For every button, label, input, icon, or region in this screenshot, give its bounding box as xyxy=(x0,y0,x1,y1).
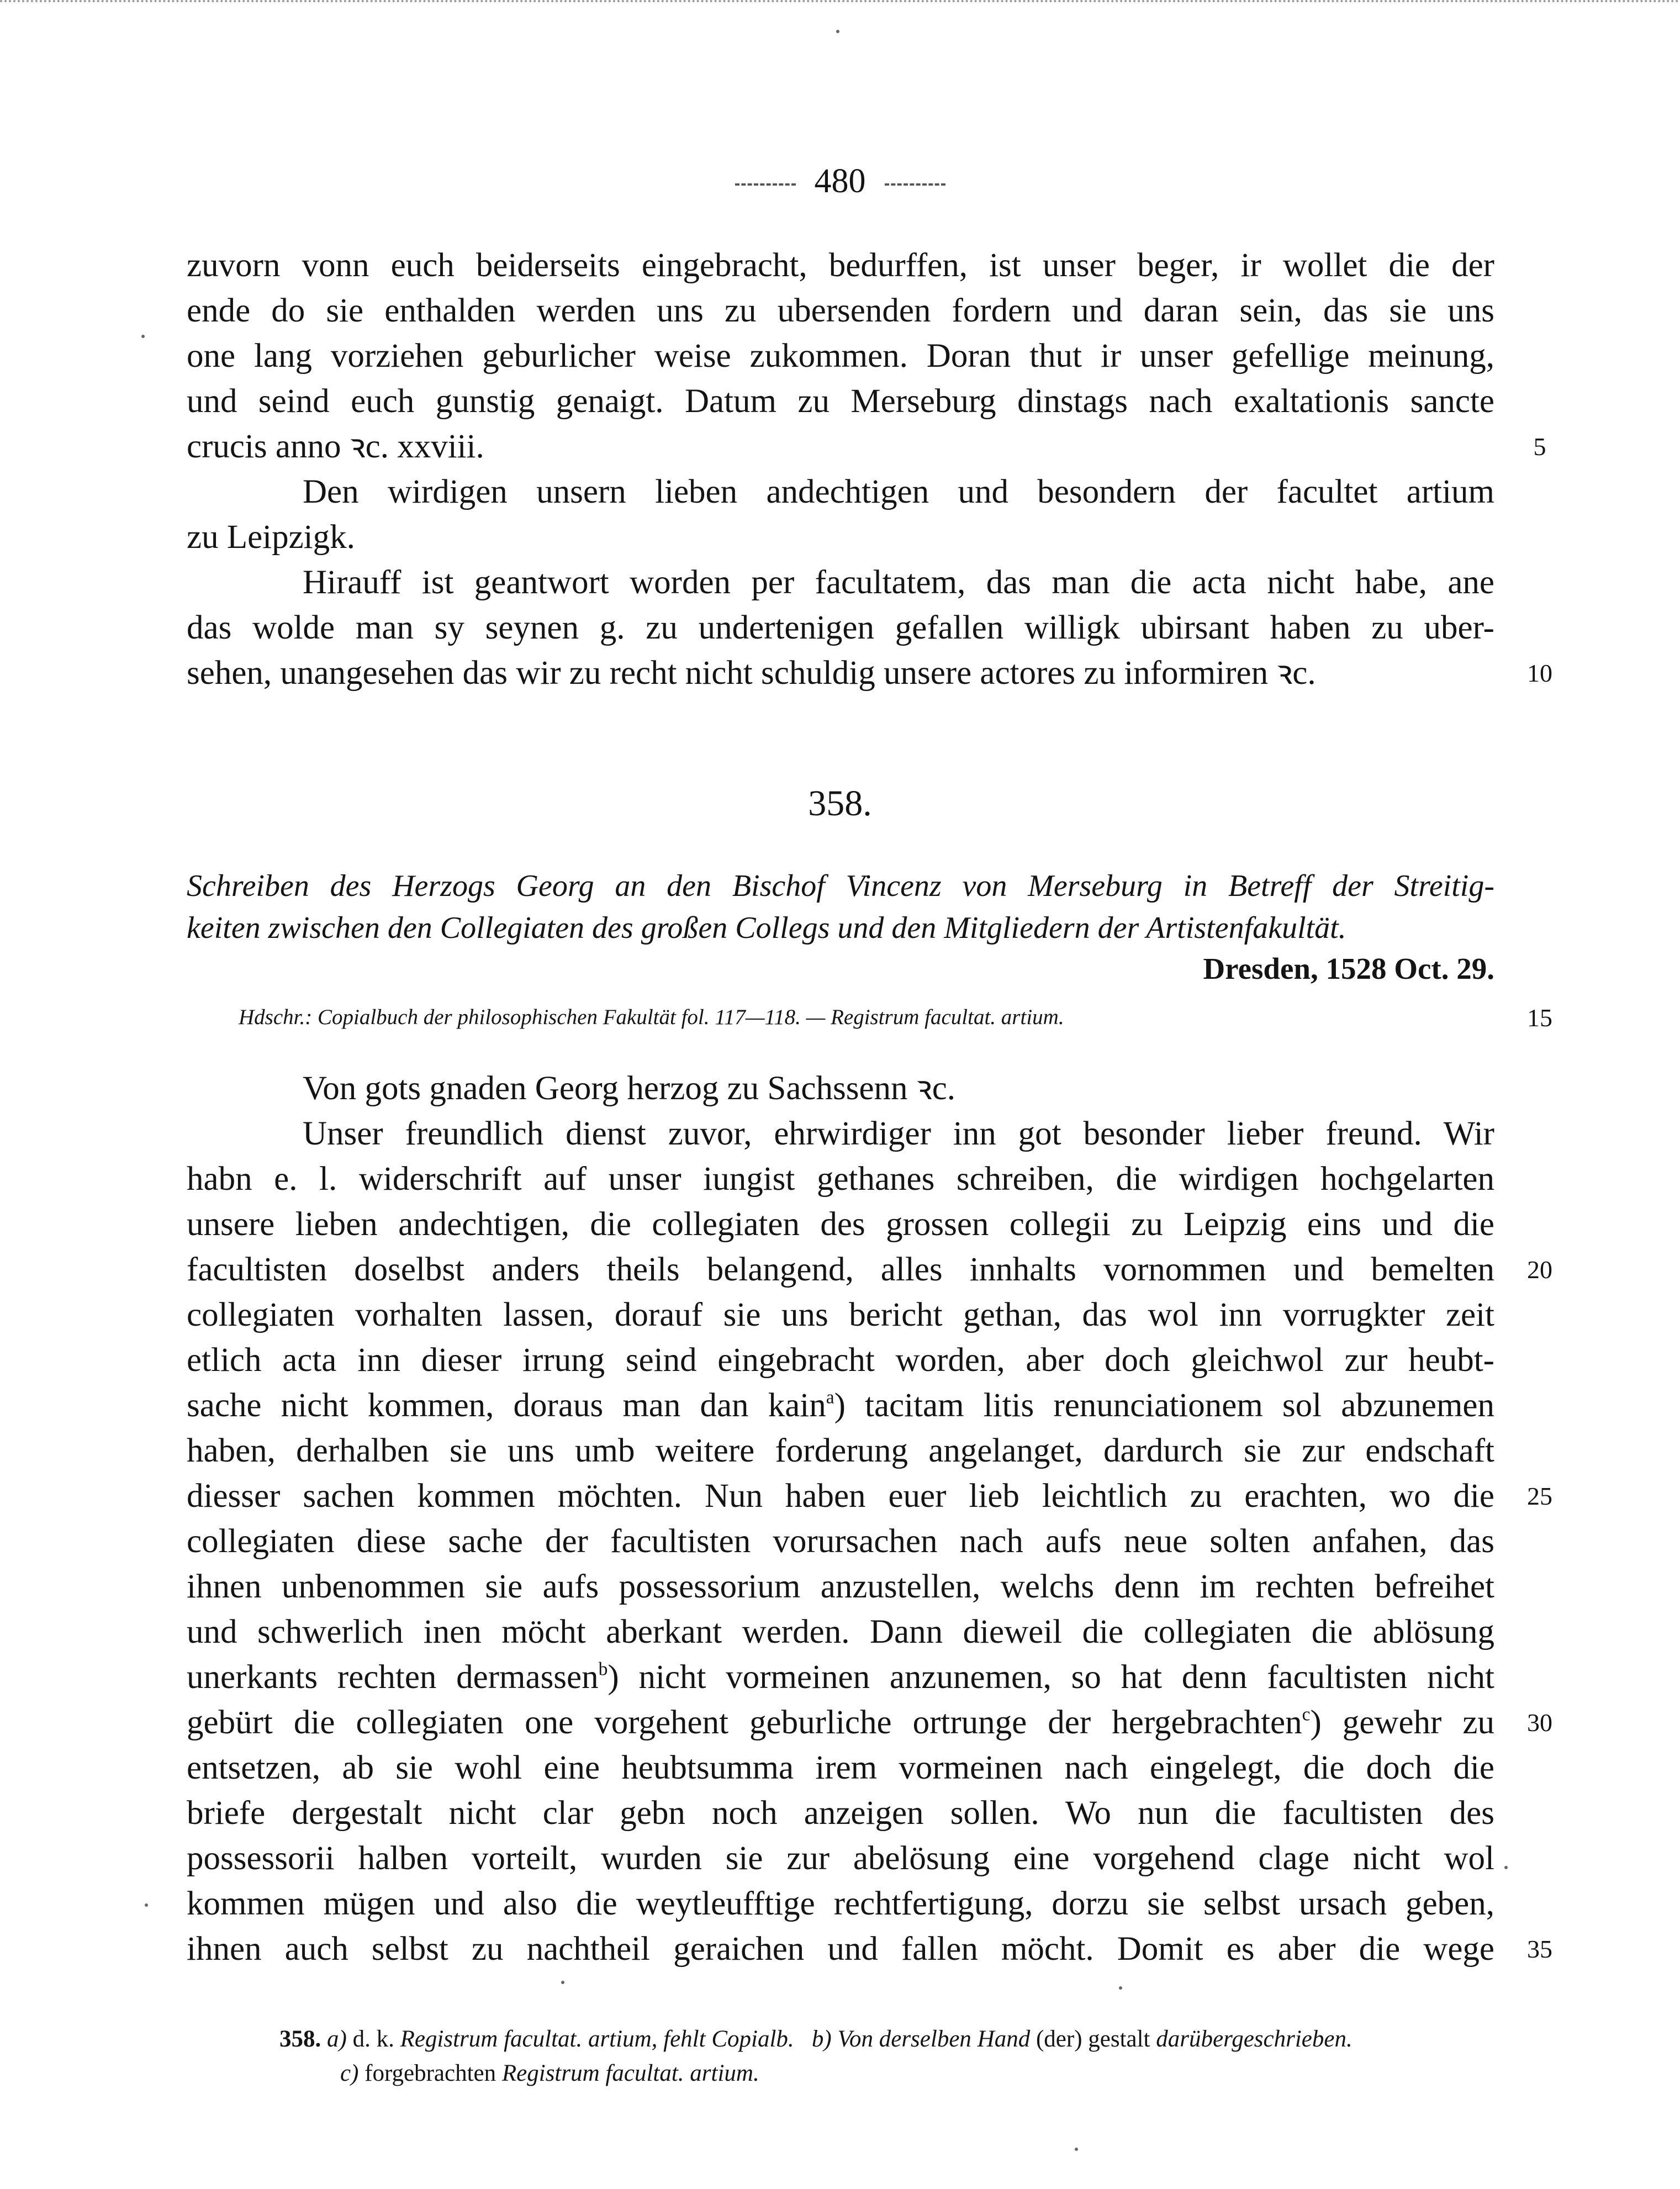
scan-speck xyxy=(1119,1986,1122,1990)
text-line: collegiaten vorhalten lassen, dorauf sie uns bericht gethan, das wol inn vorrugkter zeit xyxy=(187,1296,1494,1333)
text-line: collegiaten diese sache der facultisten vorursachen nach aufs neue solten anfahen, das xyxy=(187,1523,1494,1560)
text-segment: sache nicht kommen, doraus man dan kain xyxy=(187,1387,826,1424)
text-line: briefe dergestalt nicht clar gebn noch anzeigen sollen. Wo nun die facultisten des xyxy=(187,1795,1494,1832)
scan-speck xyxy=(145,1903,148,1907)
text-line xyxy=(187,1700,1494,1745)
text-line: Unser freundlich dienst zuvor, ehrwirdiger inn got besonder lieber freund. Wir xyxy=(303,1115,1494,1152)
note-mark: b xyxy=(598,1659,608,1680)
text-line: und seind euch gunstig genaigt. Datum zu Merseburg dinstags nach exaltationis sancte xyxy=(187,383,1494,420)
text-line: habn e. l. widerschrift auf unser iungist gethanes schreiben, die wirdigen hochgelarten xyxy=(187,1161,1494,1198)
note-mark: c xyxy=(1302,1704,1311,1725)
text-line: haben, derhalben sie uns umb weitere forderung angelanget, dardurch sie zur endschaft xyxy=(187,1432,1494,1469)
text-segment: ) tacitam litis renunciationem sol abzunemen xyxy=(834,1387,1494,1424)
line-number: 10 xyxy=(1527,659,1552,687)
page-header xyxy=(0,159,1680,203)
text-line: unsere lieben andechtigen, die collegiaten des grossen collegii zu Leipzig eins und die xyxy=(187,1206,1494,1243)
rubric-line: Schreiben des Herzogs Georg an den Bischof Vincenz von Merseburg in Betreff der Streitig- xyxy=(187,869,1494,903)
text-line: sehen, unangesehen das wir zu recht nicht schuldig unsere actores zu informiren ꝛc. xyxy=(187,655,1316,692)
header-rule-left xyxy=(735,183,796,186)
text-segment: ) gewehr zu xyxy=(1310,1704,1494,1741)
text-segment: unerkants rechten dermassen xyxy=(187,1659,599,1696)
rubric-line: keiten zwischen den Collegiaten des großen Collegs und den Mitgliedern der Artistenfakultät. xyxy=(187,911,1346,945)
scan-speck xyxy=(1504,1866,1508,1869)
footnote-text: (der) gestalt xyxy=(1036,2026,1150,2052)
footnote-text: Registrum facultat. artium. xyxy=(501,2060,759,2086)
document-number: 358. xyxy=(808,783,872,824)
text-line: ihnen auch selbst zu nachtheil geraichen und fallen möcht. Domit es aber die wege xyxy=(187,1930,1494,1968)
text-line: Den wirdigen unsern lieben andechtigen und besondern der facultet artium xyxy=(303,473,1494,510)
text-line: zuvorn vonn euch beiderseits eingebracht, bedurffen, ist unser beger, ir wollet die der xyxy=(187,247,1494,284)
text-line: crucis anno ꝛc. xxviii. xyxy=(187,428,484,465)
line-number: 35 xyxy=(1527,1935,1552,1963)
footnote-text: Registrum facultat. artium, fehlt Copialb. xyxy=(400,2026,794,2052)
footnote-text: Von derselben Hand xyxy=(837,2026,1031,2052)
text-line: diesser sachen kommen möchten. Nun haben euer lieb leichtlich zu erachten, wo die xyxy=(187,1478,1494,1515)
footnote-mark: b) xyxy=(811,2026,832,2052)
text-line: Hirauff ist geantwort worden per facultatem, das man die acta nicht habe, ane xyxy=(303,564,1494,601)
line-number: 30 xyxy=(1527,1708,1552,1737)
line-number: 5 xyxy=(1533,432,1546,461)
text-line: ihnen unbenommen sie aufs possessorium anzustellen, welchs denn im rechten befreihet xyxy=(187,1568,1494,1605)
text-line: facultisten doselbst anders theils belangend, alles innhalts vornommen und bemelten xyxy=(187,1251,1494,1288)
footnote-mark: a) xyxy=(327,2026,347,2052)
page-number: 480 xyxy=(814,162,866,200)
footnote-line xyxy=(279,2023,1353,2056)
text-line: possessorii halben vorteilt, wurden sie zur abelösung eine vorgehend clage nicht wol xyxy=(187,1840,1494,1877)
scan-speck xyxy=(836,30,839,33)
line-number: 25 xyxy=(1527,1482,1552,1510)
text-segment: ) nicht vormeinen anzunemen, so hat denn facultisten nicht xyxy=(607,1659,1494,1696)
document-date: Dresden, 1528 Oct. 29. xyxy=(1203,952,1494,985)
scan-speck xyxy=(1075,2148,1078,2151)
text-line: zu Leipzigk. xyxy=(187,519,355,556)
text-line: ende do sie enthalden werden uns zu ubersenden fordern und daran sein, das sie uns xyxy=(187,292,1494,329)
text-line: etlich acta inn dieser irrung seind eingebracht worden, aber doch gleichwol zur heubt- xyxy=(187,1342,1494,1379)
text-line: und schwerlich inen möcht aberkant werden. Dann dieweil die collegiaten die ablösung xyxy=(187,1613,1494,1650)
scan-speck xyxy=(141,335,145,338)
footnote-line xyxy=(340,2057,759,2090)
scan-edge xyxy=(0,0,1680,10)
text-line xyxy=(187,1383,1494,1428)
footnote-text: darübergeschrieben. xyxy=(1156,2026,1353,2052)
line-number: 20 xyxy=(1527,1256,1552,1284)
text-line: das wolde man sy seynen g. zu undertenigen gefallen willigk ubirsant haben zu uber- xyxy=(187,609,1494,646)
text-segment: gebürt die collegiaten one vorgehent geburliche ortrunge der hergebrachten xyxy=(187,1704,1302,1741)
text-line: kommen mügen und also die weytleufftige rechtfertigung, dorzu sie selbst ursach geben, xyxy=(187,1885,1494,1922)
footnote-mark: c) xyxy=(340,2060,359,2086)
line-number: 15 xyxy=(1527,1004,1552,1032)
footnote-text: d. k. xyxy=(352,2026,394,2052)
text-line xyxy=(187,1655,1494,1700)
text-line: one lang vorziehen geburlicher weise zukommen. Doran thut ir unser gefellige meinung, xyxy=(187,337,1494,374)
footnote-label: 358. xyxy=(279,2026,321,2052)
note-mark: a xyxy=(826,1387,834,1408)
footnote-text: forgebrachten xyxy=(364,2060,496,2086)
text-line: Von gots gnaden Georg herzog zu Sachssenn ꝛc. xyxy=(303,1070,956,1107)
source-note: Hdschr.: Copialbuch der philosophischen Fakultät fol. 117—118. — Registrum facultat. artium. xyxy=(239,1005,1064,1029)
header-rule-right xyxy=(885,183,945,186)
text-line: entsetzen, ab sie wohl eine heubtsumma irem vormeinen nach eingelegt, die doch die xyxy=(187,1749,1494,1786)
scan-speck xyxy=(561,1981,564,1984)
